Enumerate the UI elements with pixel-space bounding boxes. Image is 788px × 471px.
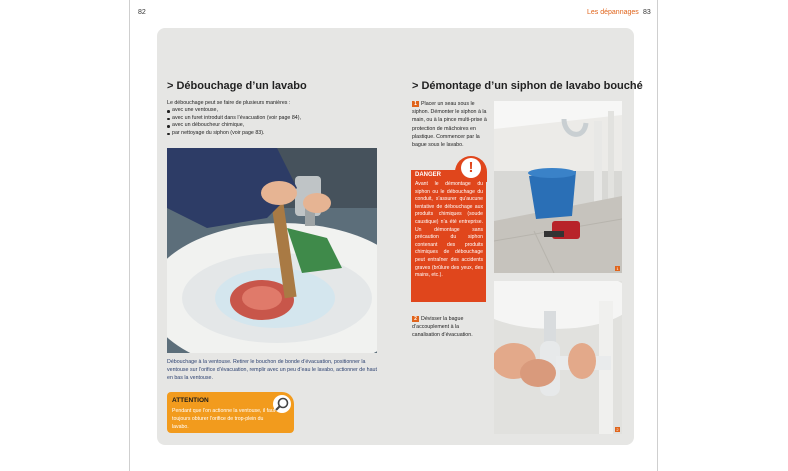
list-item: avec un furet introduit dans l’évacuation (voir page 84),	[167, 115, 372, 122]
step-1-text: Placer un seau sous le siphon. Démonter le siphon à la main, ou à la pince multi-prise à protection de mâchoires en plastique. Commencer par la bague sous le lavabo.	[412, 101, 487, 149]
photo-caption: Débouchage à la ventouse. Retirer le bouchon de bonde d’évacuation, positionner la ventouse sur l’orifice d’évacuation, remplir avec un peu d’eau le lavabo, actionner de haut en bas la ventouse.	[167, 359, 377, 381]
attention-box	[167, 392, 294, 433]
step-2-text: Dévisser la bague d’accouplement à la canalisation d’évacuation.	[412, 316, 473, 339]
photo-number: 1	[616, 266, 619, 271]
danger-title: DANGER	[415, 172, 442, 178]
danger-text: Avant le démontage du siphon ou le débouchage du conduit, s’assurer qu’aucune tentative de débouchage aux produits chimiques (soude caustique) n’a été entreprise. Un démontage sans précaution du siphon contenant des produits chimiques de débouchage peut entraîner des accidents graves (brûlure des yeux, des mains, etc.).	[415, 181, 483, 279]
running-head: Les dépannages	[587, 9, 639, 16]
magnifier-icon	[273, 395, 291, 413]
section-title-debouchage: > Débouchage d’un lavabo	[167, 80, 307, 92]
list-item: avec une ventouse,	[167, 107, 372, 114]
list-item: par nettoyage du siphon (voir page 83).	[167, 130, 372, 137]
bucket-under-sink-photo	[494, 101, 622, 273]
attention-title: ATTENTION	[172, 397, 209, 404]
intro-sentence: Le débouchage peut se faire de plusieurs manières :	[167, 100, 291, 106]
section-title-siphon: > Démontage d’un siphon de lavabo bouché	[412, 80, 643, 92]
method-list	[167, 107, 372, 137]
page-number-left: 82	[138, 9, 146, 16]
step-number-badge: 1	[412, 101, 419, 107]
step-number-badge: 2	[412, 316, 419, 322]
unscrew-siphon-photo	[494, 281, 622, 434]
step-2	[412, 315, 487, 340]
photo-number: 2	[616, 427, 619, 432]
attention-text: Pendant que l’on actionne la ventouse, il faut toujours obturer l’orifice de trop-plein du lavabo.	[172, 408, 276, 430]
exclamation-icon: !	[461, 158, 481, 178]
step-1	[412, 100, 487, 149]
list-item: avec un déboucheur chimique,	[167, 122, 372, 129]
page-number-right: 83	[643, 9, 651, 16]
intro-text	[167, 100, 372, 137]
plunger-photo	[167, 148, 377, 353]
